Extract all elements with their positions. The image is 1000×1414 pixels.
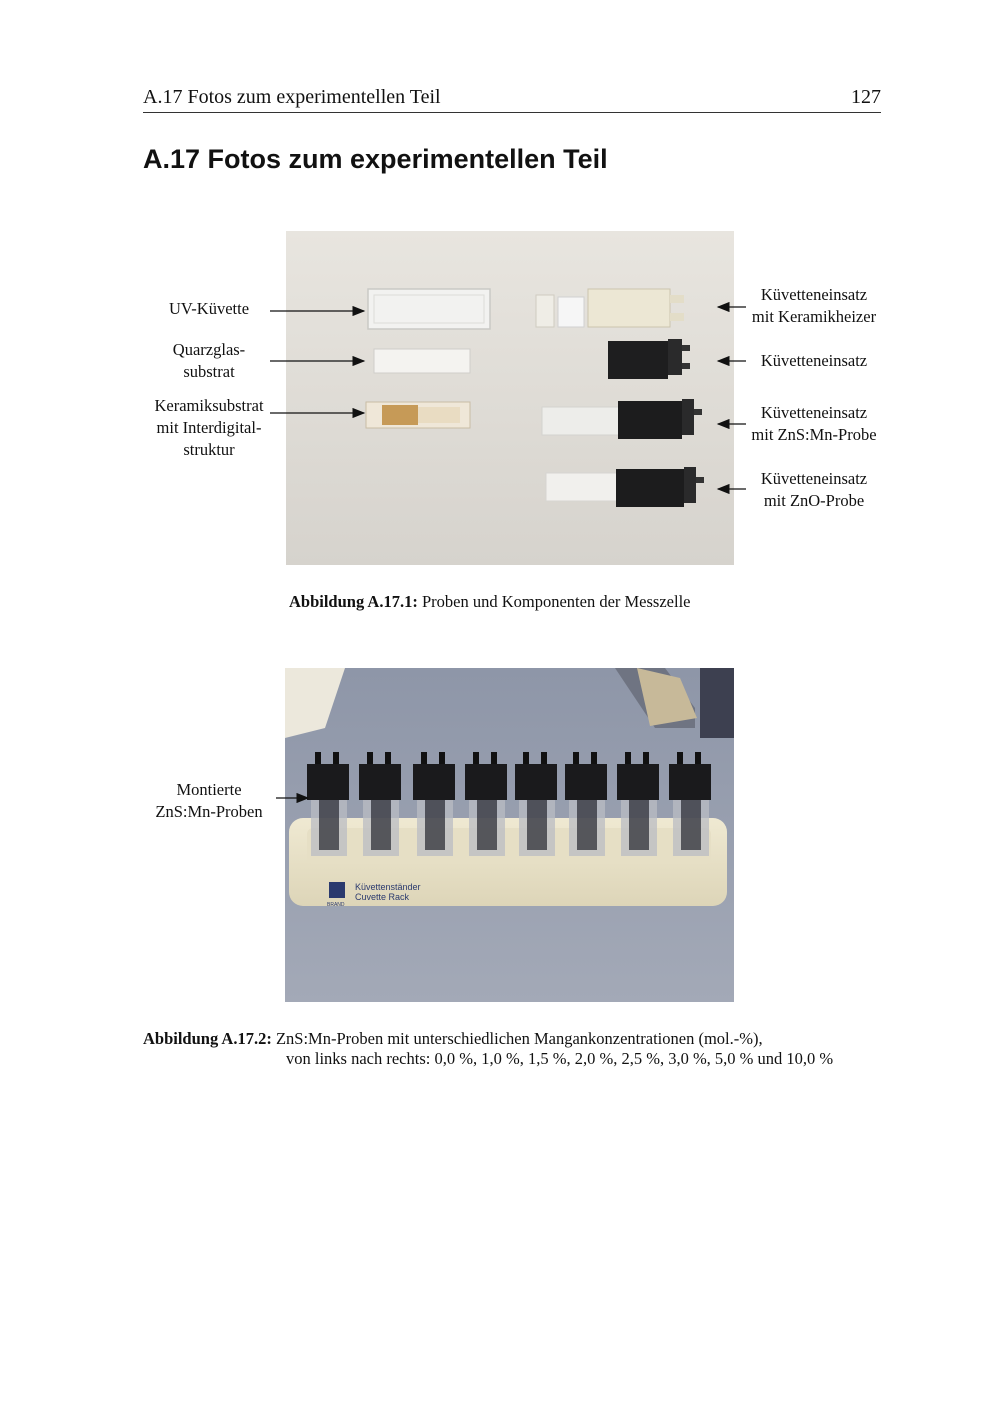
running-title: A.17 Fotos zum experimentellen Teil bbox=[143, 86, 441, 108]
figure-2-photo bbox=[285, 668, 734, 1002]
section-title: A.17 Fotos zum experimentellen Teil bbox=[143, 144, 608, 174]
label-insert: Küvetteneinsatz bbox=[760, 351, 868, 370]
rack-label-line2: Cuvette Rack bbox=[355, 892, 410, 902]
label-quartz-substrate: Quarzglas- substrat bbox=[172, 340, 246, 381]
figure-2-caption-line2: von links nach rechts: 0,0 %, 1,0 %, 1,5 %, 2,0 %, 2,5 %, 3,0 %, 5,0 % und 10,0 % bbox=[286, 1049, 834, 1068]
figure-1-caption-text: Proben und Komponenten der Messzelle bbox=[417, 592, 691, 611]
rack-label-line1: Küvettenständer bbox=[355, 882, 421, 892]
label-uv-cuvette: UV-Küvette bbox=[168, 299, 250, 318]
figure-1-caption bbox=[289, 591, 691, 613]
rack-brand: BRAND bbox=[327, 902, 345, 908]
figure-2-caption-line1: ZnS:Mn-Proben mit unterschiedlichen Mangankonzentrationen (mol.-%), bbox=[271, 1029, 763, 1048]
figure-2-caption-label: Abbildung A.17.2: bbox=[143, 1029, 272, 1048]
label-insert-zno: Küvetteneinsatz mit ZnO-Probe bbox=[760, 469, 868, 510]
arrow-mounted-samples bbox=[270, 788, 320, 808]
figure-1-arrows bbox=[0, 0, 1000, 620]
label-insert-zns: Küvetteneinsatz mit ZnS:Mn-Probe bbox=[751, 403, 877, 444]
label-insert-heater: Küvetteneinsatz mit Keramikheizer bbox=[751, 285, 877, 326]
page-number: 127 bbox=[851, 86, 881, 108]
label-mounted-samples: Montierte ZnS:Mn-Proben bbox=[155, 780, 263, 821]
label-ceramic-substrate: Keramiksubstrat mit Interdigital- struktur bbox=[154, 396, 264, 459]
figure-2-caption bbox=[143, 1028, 763, 1050]
figure-1-caption-label: Abbildung A.17.1: bbox=[289, 592, 418, 611]
